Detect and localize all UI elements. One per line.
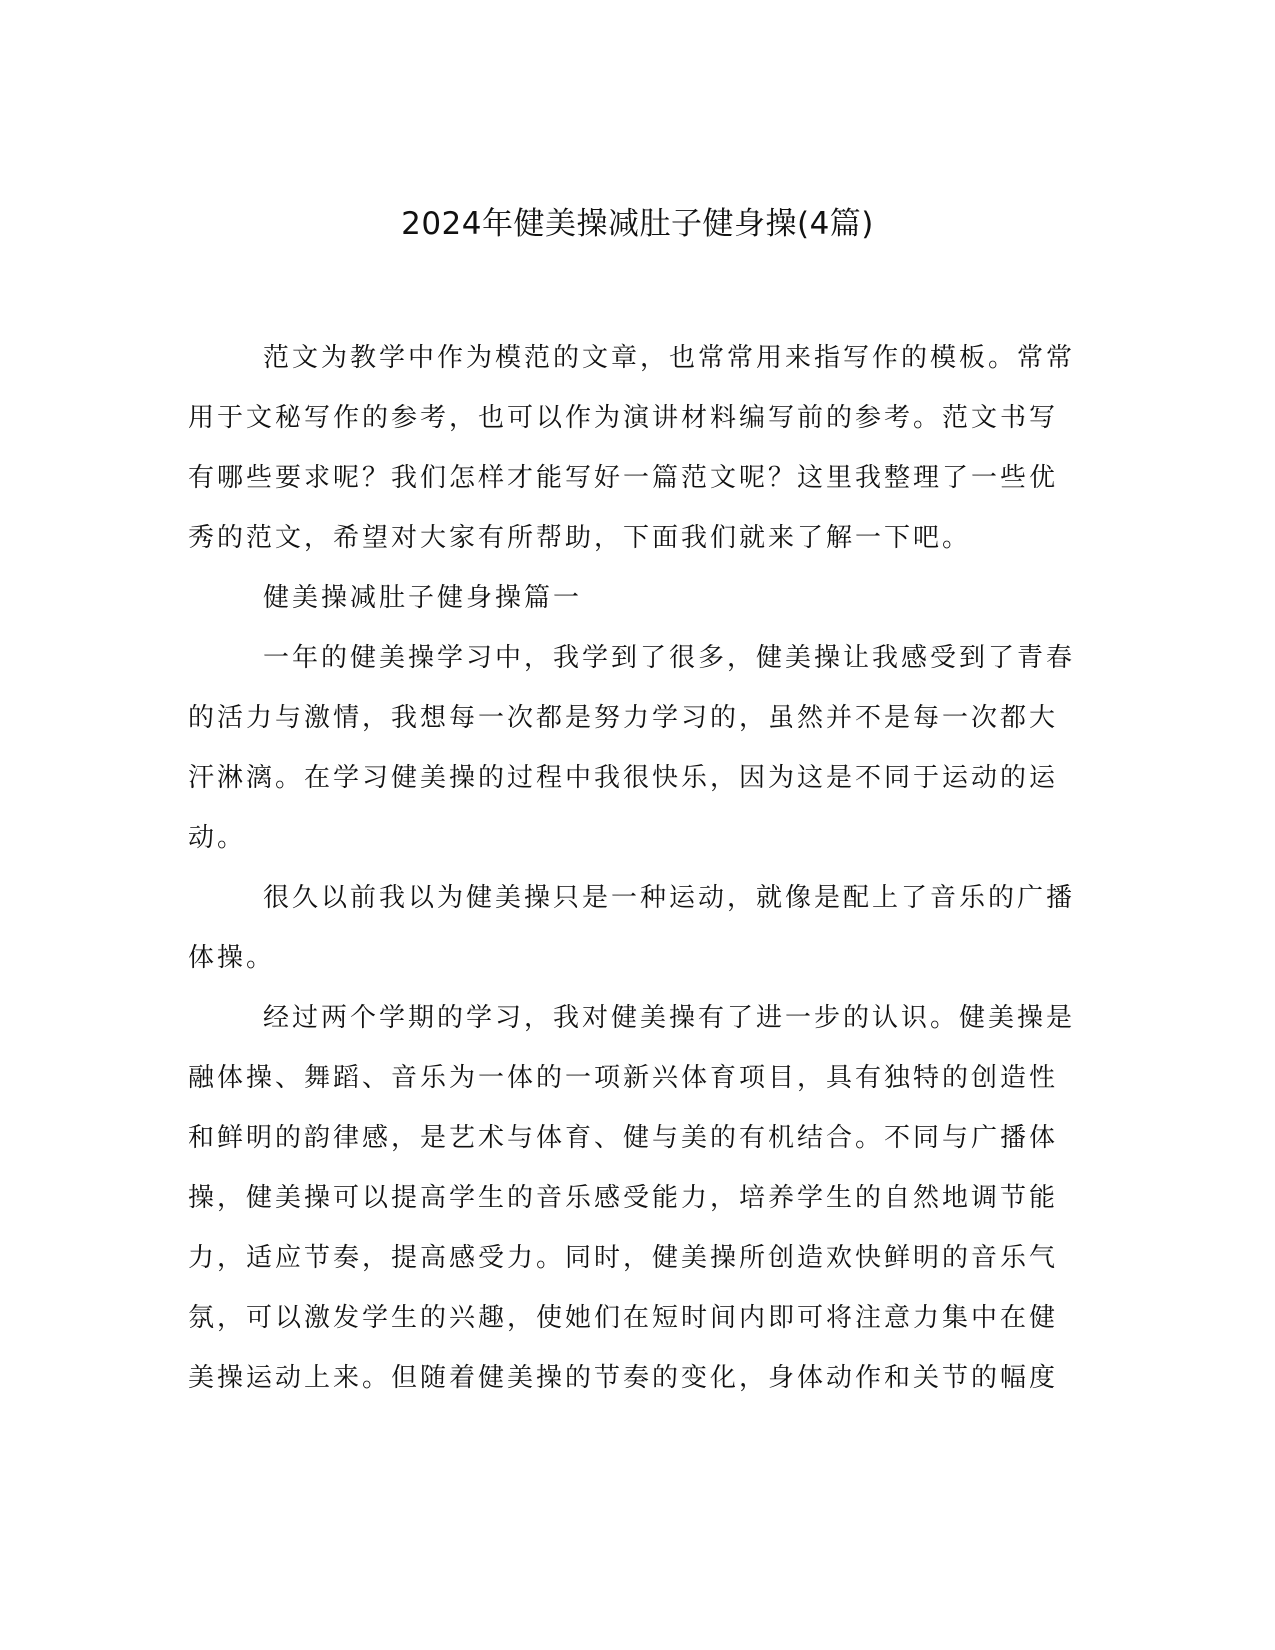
text-line: 用于文秘写作的参考，也可以作为演讲材料编写前的参考。范文书写 (188, 403, 1059, 433)
text-line: 一年的健美操学习中，我学到了很多，健美操让我感受到了青春 (263, 643, 1076, 673)
text-line: 体操。 (188, 943, 276, 973)
text-line: 力，适应节奏，提高感受力。同时，健美操所创造欢快鲜明的音乐气 (188, 1243, 1059, 1273)
text-line: 和鲜明的韵律感，是艺术与体育、健与美的有机结合。不同与广播体 (188, 1123, 1059, 1153)
text-line: 氛，可以激发学生的兴趣，使她们在短时间内即可将注意力集中在健 (188, 1303, 1059, 1333)
text-line: 的活力与激情，我想每一次都是努力学习的，虽然并不是每一次都大 (188, 703, 1059, 733)
text-line: 秀的范文，希望对大家有所帮助，下面我们就来了解一下吧。 (188, 523, 972, 553)
section-heading: 健美操减肚子健身操篇一 (263, 583, 583, 613)
text-line: 经过两个学期的学习，我对健美操有了进一步的认识。健美操是 (263, 1003, 1076, 1033)
text-line: 美操运动上来。但随着健美操的节奏的变化，身体动作和关节的幅度 (188, 1363, 1059, 1393)
text-line: 融体操、舞蹈、音乐为一体的一项新兴体育项目，具有独特的创造性 (188, 1063, 1059, 1093)
text-line: 有哪些要求呢？我们怎样才能写好一篇范文呢？这里我整理了一些优 (188, 463, 1059, 493)
text-line: 汗淋漓。在学习健美操的过程中我很快乐，因为这是不同于运动的运 (188, 763, 1059, 793)
text-line: 操，健美操可以提高学生的音乐感受能力，培养学生的自然地调节能 (188, 1183, 1059, 1213)
document-title: 2024年健美操减肚子健身操(4篇) (401, 206, 874, 242)
text-line: 很久以前我以为健美操只是一种运动，就像是配上了音乐的广播 (263, 883, 1076, 913)
text-line: 动。 (188, 823, 247, 853)
document-body (188, 328, 1083, 1408)
text-line: 范文为教学中作为模范的文章，也常常用来指写作的模板。常常 (263, 343, 1076, 373)
